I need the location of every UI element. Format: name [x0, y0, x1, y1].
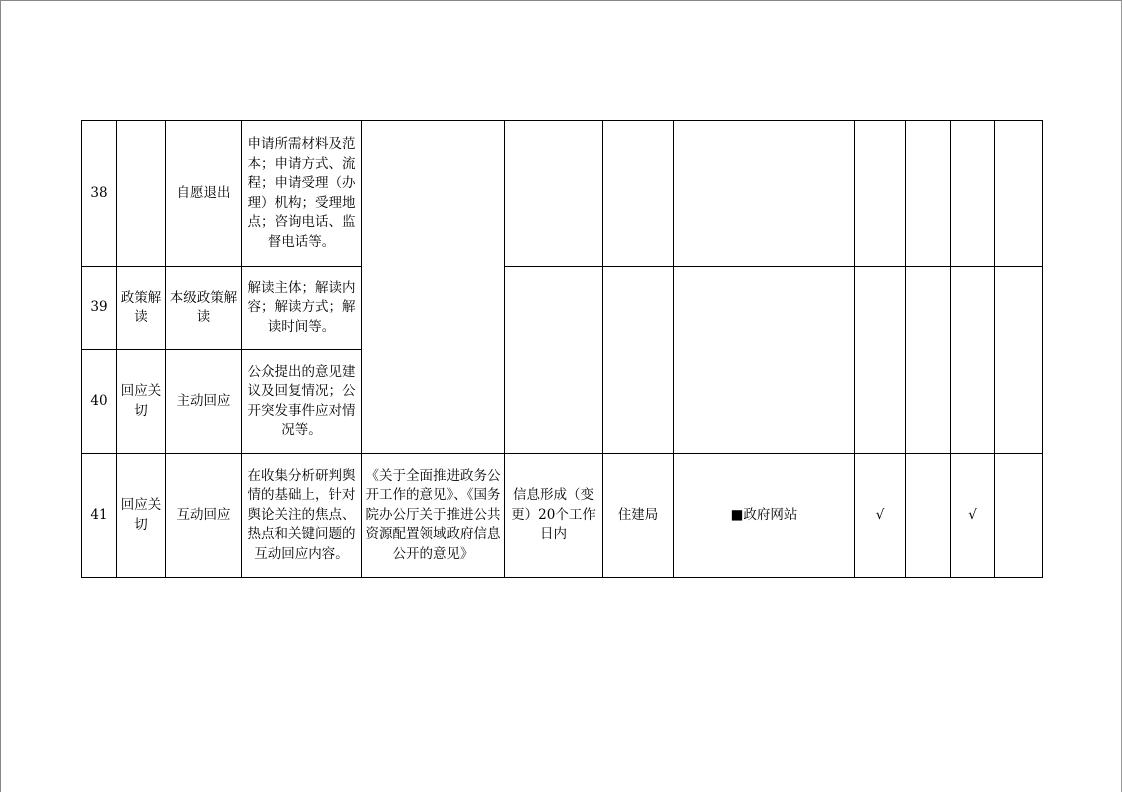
category-cell — [117, 121, 166, 267]
content-cell: 申请所需材料及范本；申请方式、流程；申请受理（办理）机构；受理地点；咨询电话、监督电话等。 — [242, 121, 362, 267]
check-cell — [855, 267, 906, 454]
check-cell — [995, 121, 1043, 267]
table-row — [82, 454, 1043, 578]
channel-cell — [674, 267, 855, 454]
category-cell: 回应关切 — [117, 350, 166, 454]
content-cell: 公众提出的意见建议及回复情况；公开突发事件应对情况等。 — [242, 350, 362, 454]
check-cell: √ — [951, 454, 995, 578]
category-cell: 政策解读 — [117, 267, 166, 350]
row-number: 41 — [82, 454, 117, 578]
item-cell: 互动回应 — [166, 454, 242, 578]
check-cell — [906, 267, 951, 454]
item-cell: 本级政策解读 — [166, 267, 242, 350]
channel-cell: ■政府网站 — [674, 454, 855, 578]
check-cell — [951, 267, 995, 454]
basis-cell: 《关于全面推进政务公开工作的意见》、《国务院办公厅关于推进公共资源配置领域政府信息公开的意见》 — [362, 454, 505, 578]
content-cell: 解读主体；解读内容；解读方式；解读时间等。 — [242, 267, 362, 350]
time-limit-cell — [505, 121, 603, 267]
department-cell — [603, 121, 674, 267]
item-cell: 自愿退出 — [166, 121, 242, 267]
channel-cell — [674, 121, 855, 267]
check-cell — [951, 121, 995, 267]
time-limit-cell: 信息形成（变更）20个工作日内 — [505, 454, 603, 578]
check-cell — [995, 454, 1043, 578]
check-cell — [855, 121, 906, 267]
row-number: 40 — [82, 350, 117, 454]
table-row — [82, 121, 1043, 267]
disclosure-table — [81, 120, 1043, 578]
check-cell — [995, 267, 1043, 454]
row-number: 39 — [82, 267, 117, 350]
time-limit-cell — [505, 267, 603, 454]
basis-cell — [362, 121, 505, 454]
item-cell: 主动回应 — [166, 350, 242, 454]
department-cell — [603, 267, 674, 454]
table-row — [82, 267, 1043, 350]
content-cell: 在收集分析研判舆情的基础上，针对舆论关注的焦点、热点和关键问题的互动回应内容。 — [242, 454, 362, 578]
check-cell: √ — [855, 454, 906, 578]
check-cell — [906, 121, 951, 267]
check-cell — [906, 454, 951, 578]
category-cell: 回应关切 — [117, 454, 166, 578]
row-number: 38 — [82, 121, 117, 267]
department-cell: 住建局 — [603, 454, 674, 578]
